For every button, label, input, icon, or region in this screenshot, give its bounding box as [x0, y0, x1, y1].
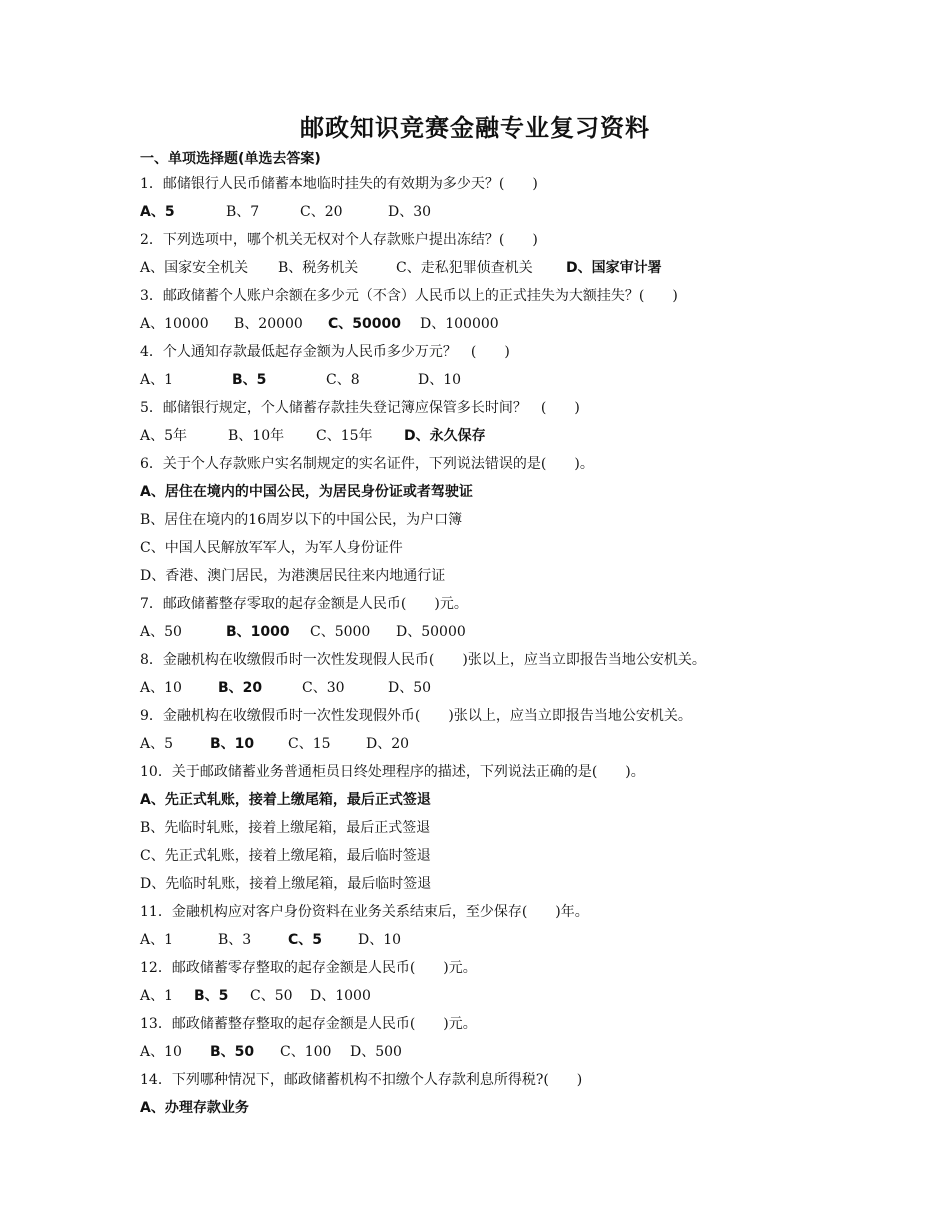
answer-option: A、1 — [140, 932, 174, 948]
answer-option: A、国家安全机关 — [140, 260, 249, 276]
question-text: 6．关于个人存款账户实名制规定的实名证件，下列说法错误的是( )。 — [140, 456, 594, 472]
answer-option: C、8 — [326, 372, 360, 388]
answer-option: A、5年 — [140, 428, 188, 444]
answer-option: D、10 — [358, 932, 402, 948]
answer-option: D、10 — [418, 372, 462, 388]
question-text: 1．邮储银行人民币储蓄本地临时挂失的有效期为多少天？( ) — [140, 176, 538, 192]
section-heading: 一、单项选择题(单选去答案) — [140, 151, 321, 167]
question-text: 3．邮政储蓄个人账户余额在多少元（不含）人民币以上的正式挂失为大额挂失？( ) — [140, 288, 678, 304]
answer-option-correct: B、5 — [194, 988, 229, 1004]
answer-options — [140, 426, 920, 454]
answer-option: C、中国人民解放军军人，为军人身份证件 — [140, 540, 403, 556]
answer-option: D、20 — [366, 736, 410, 752]
answer-option: D、先临时轧账，接着上缴尾箱，最后临时签退 — [140, 876, 432, 892]
answer-option-correct: B、5 — [232, 372, 267, 388]
answer-option: D、香港、澳门居民，为港澳居民往来内地通行证 — [140, 568, 446, 584]
answer-option-correct: A、居住在境内的中国公民，为居民身份证或者驾驶证 — [140, 484, 473, 500]
question-text: 4．个人通知存款最低起存金额为人民币多少万元？ ( ) — [140, 344, 510, 360]
question-text: 11．金融机构应对客户身份资料在业务关系结束后，至少保存( )年。 — [140, 904, 589, 920]
answer-option-correct: A、先正式轧账，接着上缴尾箱，最后正式签退 — [140, 792, 431, 808]
answer-option-correct: B、1000 — [226, 624, 290, 640]
answer-option: C、走私犯罪侦查机关 — [396, 260, 533, 276]
answer-option: A、5 — [140, 736, 174, 752]
answer-option: B、3 — [218, 932, 252, 948]
answer-options — [140, 930, 920, 958]
answer-option: D、30 — [388, 204, 432, 220]
answer-option-correct: B、10 — [210, 736, 255, 752]
answer-options — [140, 1042, 920, 1070]
question-text: 13．邮政储蓄整存整取的起存金额是人民币( )元。 — [140, 1016, 477, 1032]
answer-options — [140, 314, 920, 342]
answer-option: B、20000 — [234, 316, 303, 332]
answer-options — [140, 258, 920, 286]
answer-option: A、10 — [140, 1044, 182, 1060]
question-text: 12．邮政储蓄零存整取的起存金额是人民币( )元。 — [140, 960, 477, 976]
answer-options — [140, 734, 920, 762]
answer-option: C、5000 — [310, 624, 371, 640]
answer-option: C、100 — [280, 1044, 332, 1060]
answer-options — [140, 370, 920, 398]
answer-options — [140, 622, 920, 650]
answer-option: A、10000 — [140, 316, 209, 332]
answer-option: C、先正式轧账，接着上缴尾箱，最后临时签退 — [140, 848, 431, 864]
answer-option: A、50 — [140, 624, 182, 640]
answer-option: C、15年 — [316, 428, 373, 444]
answer-option-correct: D、永久保存 — [404, 428, 486, 444]
answer-option-correct: C、5 — [288, 932, 323, 948]
answer-option: A、1 — [140, 988, 174, 1004]
answer-option-correct: D、国家审计署 — [566, 260, 662, 276]
answer-option: C、50 — [250, 988, 293, 1004]
answer-options — [140, 986, 920, 1014]
answer-option: C、15 — [288, 736, 331, 752]
answer-option: B、先临时轧账，接着上缴尾箱，最后正式签退 — [140, 820, 431, 836]
question-text: 10．关于邮政储蓄业务普通柜员日终处理程序的描述，下列说法正确的是( )。 — [140, 764, 645, 780]
answer-option: D、100000 — [420, 316, 499, 332]
answer-option-correct: B、20 — [218, 680, 263, 696]
answer-option: D、50000 — [396, 624, 466, 640]
question-list — [140, 174, 920, 1126]
answer-option-correct: A、办理存款业务 — [140, 1100, 249, 1116]
answer-option: C、20 — [300, 204, 343, 220]
answer-options — [140, 202, 920, 230]
question-text: 9．金融机构在收缴假币时一次性发现假外币( )张以上，应当立即报告当地公安机关。 — [140, 708, 692, 724]
answer-option: B、居住在境内的16周岁以下的中国公民，为户口簿 — [140, 512, 463, 528]
answer-option: D、1000 — [310, 988, 371, 1004]
question-text: 2．下列选项中，哪个机关无权对个人存款账户提出冻结？( ) — [140, 232, 538, 248]
answer-option: A、10 — [140, 680, 182, 696]
answer-option-correct: A、5 — [140, 204, 175, 220]
answer-option: D、500 — [350, 1044, 402, 1060]
answer-option: B、10年 — [228, 428, 285, 444]
question-text: 5．邮储银行规定，个人储蓄存款挂失登记簿应保管多长时间？ ( ) — [140, 400, 580, 416]
answer-option: B、7 — [226, 204, 260, 220]
answer-option-correct: B、50 — [210, 1044, 255, 1060]
answer-options — [140, 678, 920, 706]
answer-option-correct: C、50000 — [328, 316, 401, 332]
question-text: 14．下列哪种情况下，邮政储蓄机构不扣缴个人存款利息所得税?( ) — [140, 1072, 583, 1088]
answer-option: C、30 — [302, 680, 345, 696]
answer-option: A、1 — [140, 372, 174, 388]
question-text: 8．金融机构在收缴假币时一次性发现假人民币( )张以上，应当立即报告当地公安机关。 — [140, 652, 706, 668]
question-text: 7．邮政储蓄整存零取的起存金额是人民币( )元。 — [140, 596, 468, 612]
answer-option: D、50 — [388, 680, 432, 696]
document-title: 邮政知识竞赛金融专业复习资料 — [300, 114, 650, 142]
answer-option: B、税务机关 — [278, 260, 359, 276]
